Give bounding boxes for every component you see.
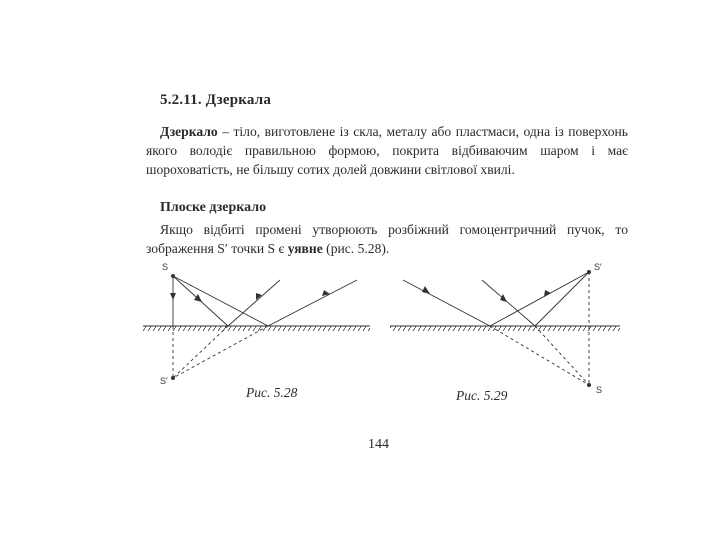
arrow-incident-1 xyxy=(194,294,202,302)
image-label: S′ xyxy=(160,376,168,386)
mirror-hatching-right xyxy=(390,326,620,331)
page-number: 144 xyxy=(368,437,389,452)
extension-ray-2 xyxy=(535,326,589,385)
section-title: 5.2.11. Дзеркала xyxy=(160,92,272,108)
extension-ray-2 xyxy=(173,326,268,378)
arrow-reflected xyxy=(544,290,551,297)
image-point xyxy=(171,376,175,380)
incident-ray-2 xyxy=(173,276,268,326)
figure-caption-5-29: Рис. 5.29 xyxy=(456,388,508,403)
figure-5-28 xyxy=(143,262,370,386)
subsection-title: Плоске дзеркало xyxy=(160,200,267,215)
plane-mirror-text-after: (рис. 5.28). xyxy=(322,241,390,256)
arrow-incident-1 xyxy=(422,286,430,294)
converging-point xyxy=(587,270,591,274)
mirror-hatching-left xyxy=(143,326,370,331)
figure-5-29 xyxy=(390,262,620,395)
arrow-incident-2 xyxy=(500,294,507,302)
arrow-normal xyxy=(170,293,176,300)
definition-term: Дзеркало xyxy=(160,124,218,139)
figure-caption-5-28: Рис. 5.28 xyxy=(246,385,298,400)
incident-ray-1 xyxy=(403,280,490,326)
plane-mirror-emphasis: уявне xyxy=(287,241,323,256)
incident-ray-2 xyxy=(482,280,535,326)
virtual-source-point xyxy=(587,383,591,387)
arrow-reflected-2 xyxy=(322,290,330,296)
extension-ray-1 xyxy=(490,326,589,385)
reflected-ray-2 xyxy=(535,272,589,326)
converging-label: S′ xyxy=(594,262,602,272)
source-label: S xyxy=(162,262,169,272)
plane-mirror-text-before: Якщо відбиті промені утворюють розбіжний гомоцентричний пучок, то зображення S′ точки S є xyxy=(146,222,628,256)
definition-text: – тіло, виготовлене із скла, металу або пластмаси, одна із поверхонь якого володіє правильною формою, покрита відбиваючим шаром і має шороховатість, не більшу сотих долей довжини світлової хвилі. xyxy=(146,124,628,177)
reflected-ray-2 xyxy=(268,280,357,326)
source-point xyxy=(171,274,175,278)
virtual-source-label: S xyxy=(596,385,603,395)
